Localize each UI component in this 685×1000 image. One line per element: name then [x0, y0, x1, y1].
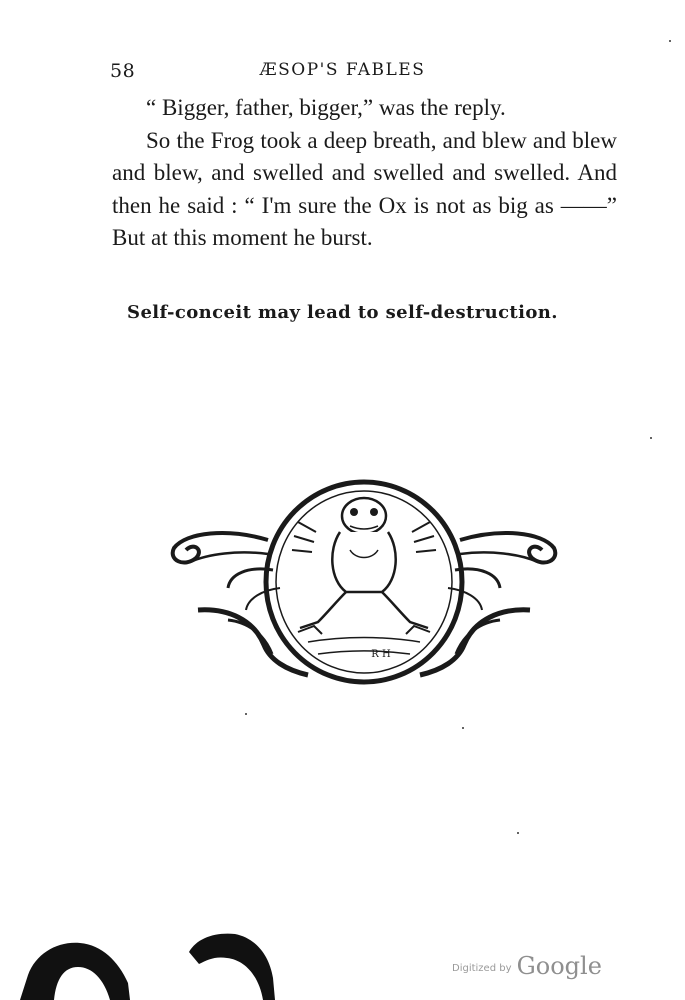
- scan-blot-left: [20, 935, 130, 1000]
- digitized-credit: [452, 952, 602, 980]
- fable-text: [112, 92, 617, 255]
- running-title: ÆSOP'S FABLES: [259, 60, 426, 80]
- paragraph-reply: “ Bigger, father, bigger,” was the reply.: [146, 95, 506, 120]
- digitized-label: Digitized by: [452, 963, 512, 974]
- page-number: 58: [110, 60, 136, 82]
- scan-speck: [669, 40, 671, 42]
- frog-illustration: [168, 470, 560, 690]
- fable-moral: Self-conceit may lead to self-destruction.: [127, 302, 558, 323]
- google-logo: Google: [516, 952, 602, 980]
- scan-speck: [650, 437, 652, 439]
- paragraph-burst: So the Frog took a deep breath, and blew and blew and blew, and swelled and swelled and swelled. And then he said : “ I'm sure the Ox is not as big as ——” But at this moment he burst.: [112, 127, 617, 250]
- scan-speck: [517, 832, 519, 834]
- scan-speck: [245, 713, 247, 715]
- illustrator-monogram: R H: [371, 649, 391, 660]
- scan-speck: [462, 727, 464, 729]
- scan-blot-right: [185, 930, 275, 1000]
